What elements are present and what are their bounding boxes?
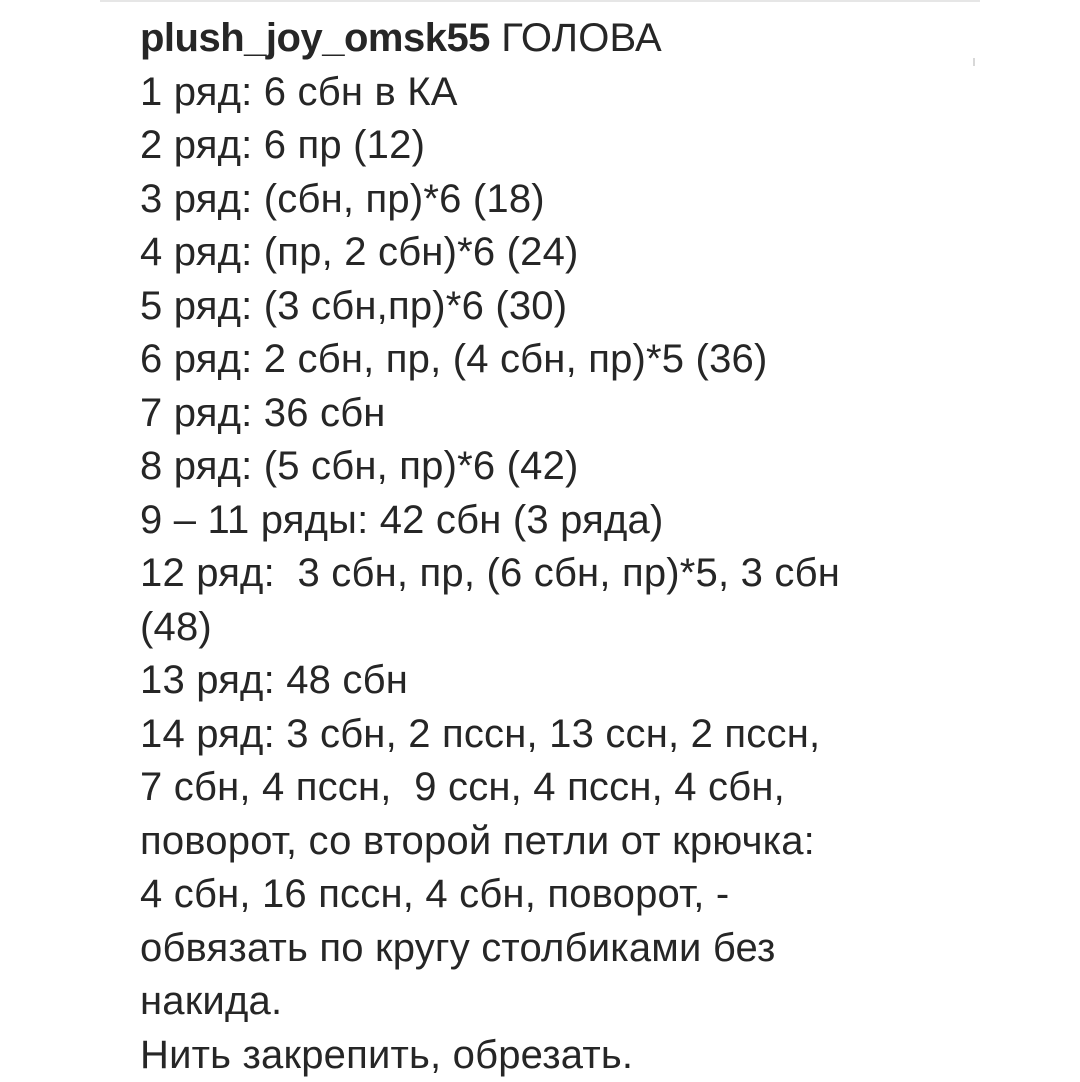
caption-line: 12 ряд: 3 сбн, пр, (6 сбн, пр)*5, 3 сбн [140,547,1040,601]
caption-line: обвязать по кругу столбиками без [140,922,1040,976]
caption-line: (48) [140,601,1040,655]
username-link[interactable]: plush_joy_omsk55 [140,16,490,60]
caption-line: 5 ряд: (3 сбн,пр)*6 (30) [140,280,1040,334]
caption-line: 4 сбн, 16 пссн, 4 сбн, поворот, - [140,868,1040,922]
top-divider [100,0,980,2]
caption-line: 3 ряд: (сбн, пр)*6 (18) [140,173,1040,227]
caption-title: ГОЛОВА [501,16,662,60]
post-caption [140,12,1040,1082]
caption-header [140,12,1040,66]
caption-line: накида. [140,975,1040,1029]
caption-line: 8 ряд: (5 сбн, пр)*6 (42) [140,440,1040,494]
caption-line: 9 – 11 ряды: 42 сбн (3 ряда) [140,494,1040,548]
caption-line: 13 ряд: 48 сбн [140,654,1040,708]
caption-line: 7 ряд: 36 сбн [140,387,1040,441]
caption-line: 6 ряд: 2 сбн, пр, (4 сбн, пр)*5 (36) [140,333,1040,387]
caption-line: 14 ряд: 3 сбн, 2 пссн, 13 ссн, 2 пссн, [140,708,1040,762]
caption-line: 2 ряд: 6 пр (12) [140,119,1040,173]
caption-line: 4 ряд: (пр, 2 сбн)*6 (24) [140,226,1040,280]
caption-line: 7 сбн, 4 пссн, 9 ссн, 4 пссн, 4 сбн, [140,761,1040,815]
caption-line: Нить закрепить, обрезать. [140,1029,1040,1082]
caption-line: поворот, со второй петли от крючка: [140,815,1040,869]
caption-line: 1 ряд: 6 сбн в КА [140,66,1040,120]
